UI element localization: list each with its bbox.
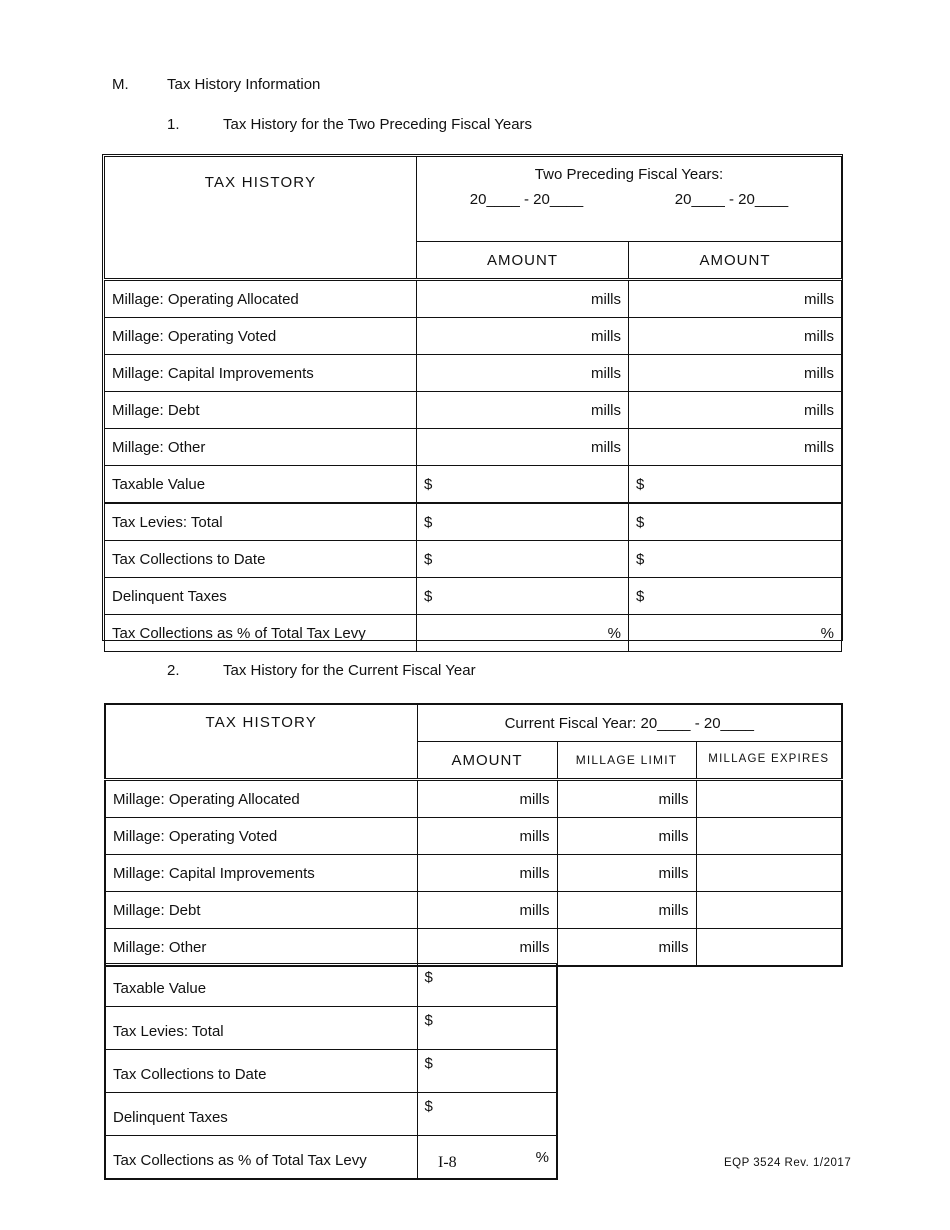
table1-header-label: TAX HISTORY: [105, 157, 417, 280]
table1-amount-cell-2: [629, 429, 842, 466]
part2-title: Tax History for the Current Fiscal Year: [223, 662, 476, 679]
table1-row: [105, 318, 842, 355]
part1-number: 1.: [167, 116, 180, 133]
table2-limit-cell: mills: [557, 855, 696, 892]
table1-unit: $: [424, 550, 433, 568]
table2-value-rows: [104, 963, 558, 1180]
table1-unit: $: [636, 587, 645, 605]
table2-current-year: [104, 703, 843, 967]
table1-unit: $: [424, 475, 433, 493]
table1-preceding-years: [104, 156, 842, 652]
table2-millage-row: [105, 892, 842, 929]
table2-expires-cell: [696, 892, 842, 929]
table1-row-label: Tax Collections to Date: [105, 541, 417, 578]
table1-unit: %: [607, 624, 621, 642]
table1-row: [105, 541, 842, 578]
table1-amount-cell-1: [417, 318, 629, 355]
table1-amount-cell-2: [629, 355, 842, 392]
table1-year2: 20____ - 20____: [674, 191, 789, 208]
table1-amount-cell-2: [629, 392, 842, 429]
table1-amount-cell-1: [417, 392, 629, 429]
table1-amount-cell-2: [629, 503, 842, 541]
table1-amount-cell-1: [417, 280, 629, 318]
table1-amount-cell-1: [417, 541, 629, 578]
table1-amount-cell-2: [629, 541, 842, 578]
table1-years-header: [417, 157, 842, 242]
footer-form-number: EQP 3524 Rev. 1/2017: [724, 1157, 852, 1169]
table1-unit: mills: [591, 401, 621, 419]
table2-row-label: Millage: Operating Allocated: [105, 780, 417, 818]
table1-row-label: Millage: Capital Improvements: [105, 355, 417, 392]
table2-expires-cell: [696, 818, 842, 855]
table1-row-label: Millage: Debt: [105, 392, 417, 429]
table1-amount-cell-2: [629, 466, 842, 504]
footer-page-number: I-8: [438, 1154, 457, 1171]
table1-unit: $: [424, 587, 433, 605]
table2-row-label: Millage: Debt: [105, 892, 417, 929]
table1-unit: $: [636, 550, 645, 568]
table2-amount-cell: mills: [417, 892, 557, 929]
table1-amount-cell-1: [417, 578, 629, 615]
table1-row-label: Tax Levies: Total: [105, 503, 417, 541]
table1-row: [105, 615, 842, 652]
table1-unit: mills: [591, 364, 621, 382]
table1-year1: 20____ - 20____: [469, 191, 584, 208]
table1-amount-cell-2: [629, 578, 842, 615]
table1-amount-cell-2: [629, 615, 842, 652]
table1-unit: mills: [804, 401, 834, 419]
table2-row-label: Millage: Operating Voted: [105, 818, 417, 855]
table1-unit: mills: [804, 438, 834, 456]
table1-unit: $: [424, 513, 433, 531]
table2-row-label: Taxable Value: [105, 964, 417, 1007]
table2-current-year-header: Current Fiscal Year: 20____ - 20____: [417, 704, 842, 742]
table2-amount-cell: mills: [417, 818, 557, 855]
table1-amount-cell-2: [629, 318, 842, 355]
table2-limit-cell: mills: [557, 780, 696, 818]
part2-number: 2.: [167, 662, 180, 679]
table2-millage-row: [105, 818, 842, 855]
table2-amount-cell: %: [417, 1136, 557, 1180]
table1-row: [105, 578, 842, 615]
table1-amount-cell-2: [629, 280, 842, 318]
table1-row: [105, 503, 842, 541]
table2-amount-cell: mills: [417, 855, 557, 892]
table1-amount-cell-1: [417, 466, 629, 504]
table2-value-row: [105, 1007, 557, 1050]
table1-amount-cell-1: [417, 355, 629, 392]
table2-limit-cell: mills: [557, 892, 696, 929]
table1-unit: mills: [591, 438, 621, 456]
table1-unit: mills: [591, 327, 621, 345]
table1-unit: $: [636, 513, 645, 531]
table2-amount-cell: mills: [417, 929, 557, 967]
table1-row: [105, 280, 842, 318]
table1-unit: mills: [591, 290, 621, 308]
table1-unit: mills: [804, 290, 834, 308]
table2-amount-cell: $: [417, 964, 557, 1007]
section-title: Tax History Information: [167, 76, 321, 93]
table2-millage-row: [105, 855, 842, 892]
table1-unit: mills: [804, 327, 834, 345]
table1-row-label: Tax Collections as % of Total Tax Levy: [105, 615, 417, 652]
table2-expires-cell: [696, 929, 842, 967]
table2-row-label: Millage: Capital Improvements: [105, 855, 417, 892]
table1-amount-header-1: AMOUNT: [417, 242, 629, 280]
table1-row: [105, 429, 842, 466]
table2-millage-limit-header: MILLAGE LIMIT: [557, 742, 696, 780]
table1-amount-cell-1: [417, 503, 629, 541]
table2-amount-cell: mills: [417, 780, 557, 818]
table1-amount-header-2: AMOUNT: [629, 242, 842, 280]
table2-expires-cell: [696, 780, 842, 818]
table2-millage-row: [105, 780, 842, 818]
section-letter: M.: [112, 76, 129, 93]
table1-unit: $: [636, 475, 645, 493]
table2-value-row: [105, 1050, 557, 1093]
table1-row: [105, 392, 842, 429]
table2-row-label: Tax Collections as % of Total Tax Levy: [105, 1136, 417, 1180]
table2-value-row: [105, 1136, 557, 1180]
table1-row: [105, 355, 842, 392]
table2-expires-cell: [696, 855, 842, 892]
table1-row-label: Millage: Operating Allocated: [105, 280, 417, 318]
table2-limit-cell: mills: [557, 818, 696, 855]
table2-value-row: [105, 1093, 557, 1136]
table1-row: [105, 466, 842, 504]
table2-millage-row: [105, 929, 842, 967]
table2-header-label: TAX HISTORY: [105, 704, 417, 780]
table1-row-label: Millage: Other: [105, 429, 417, 466]
table2-row-label: Tax Levies: Total: [105, 1007, 417, 1050]
table2-value-row: [105, 964, 557, 1007]
table2-limit-cell: mills: [557, 929, 696, 967]
table1-row-label: Delinquent Taxes: [105, 578, 417, 615]
table2-amount-header: AMOUNT: [417, 742, 557, 780]
table2-millage-expires-header: MILLAGE EXPIRES: [696, 742, 842, 780]
table2-amount-cell: $: [417, 1093, 557, 1136]
table1-amount-cell-1: [417, 429, 629, 466]
table1-unit: mills: [804, 364, 834, 382]
table1-amount-cell-1: [417, 615, 629, 652]
table1-row-label: Millage: Operating Voted: [105, 318, 417, 355]
table2-amount-cell: $: [417, 1007, 557, 1050]
table1-years-title: Two Preceding Fiscal Years:: [534, 166, 724, 183]
table1-row-label: Taxable Value: [105, 466, 417, 504]
table2-row-label: Tax Collections to Date: [105, 1050, 417, 1093]
part1-title: Tax History for the Two Preceding Fiscal Years: [223, 116, 533, 133]
table2-row-label: Delinquent Taxes: [105, 1093, 417, 1136]
table1-unit: %: [820, 624, 834, 642]
table2-amount-cell: $: [417, 1050, 557, 1093]
table2-row-label: Millage: Other: [105, 929, 417, 967]
